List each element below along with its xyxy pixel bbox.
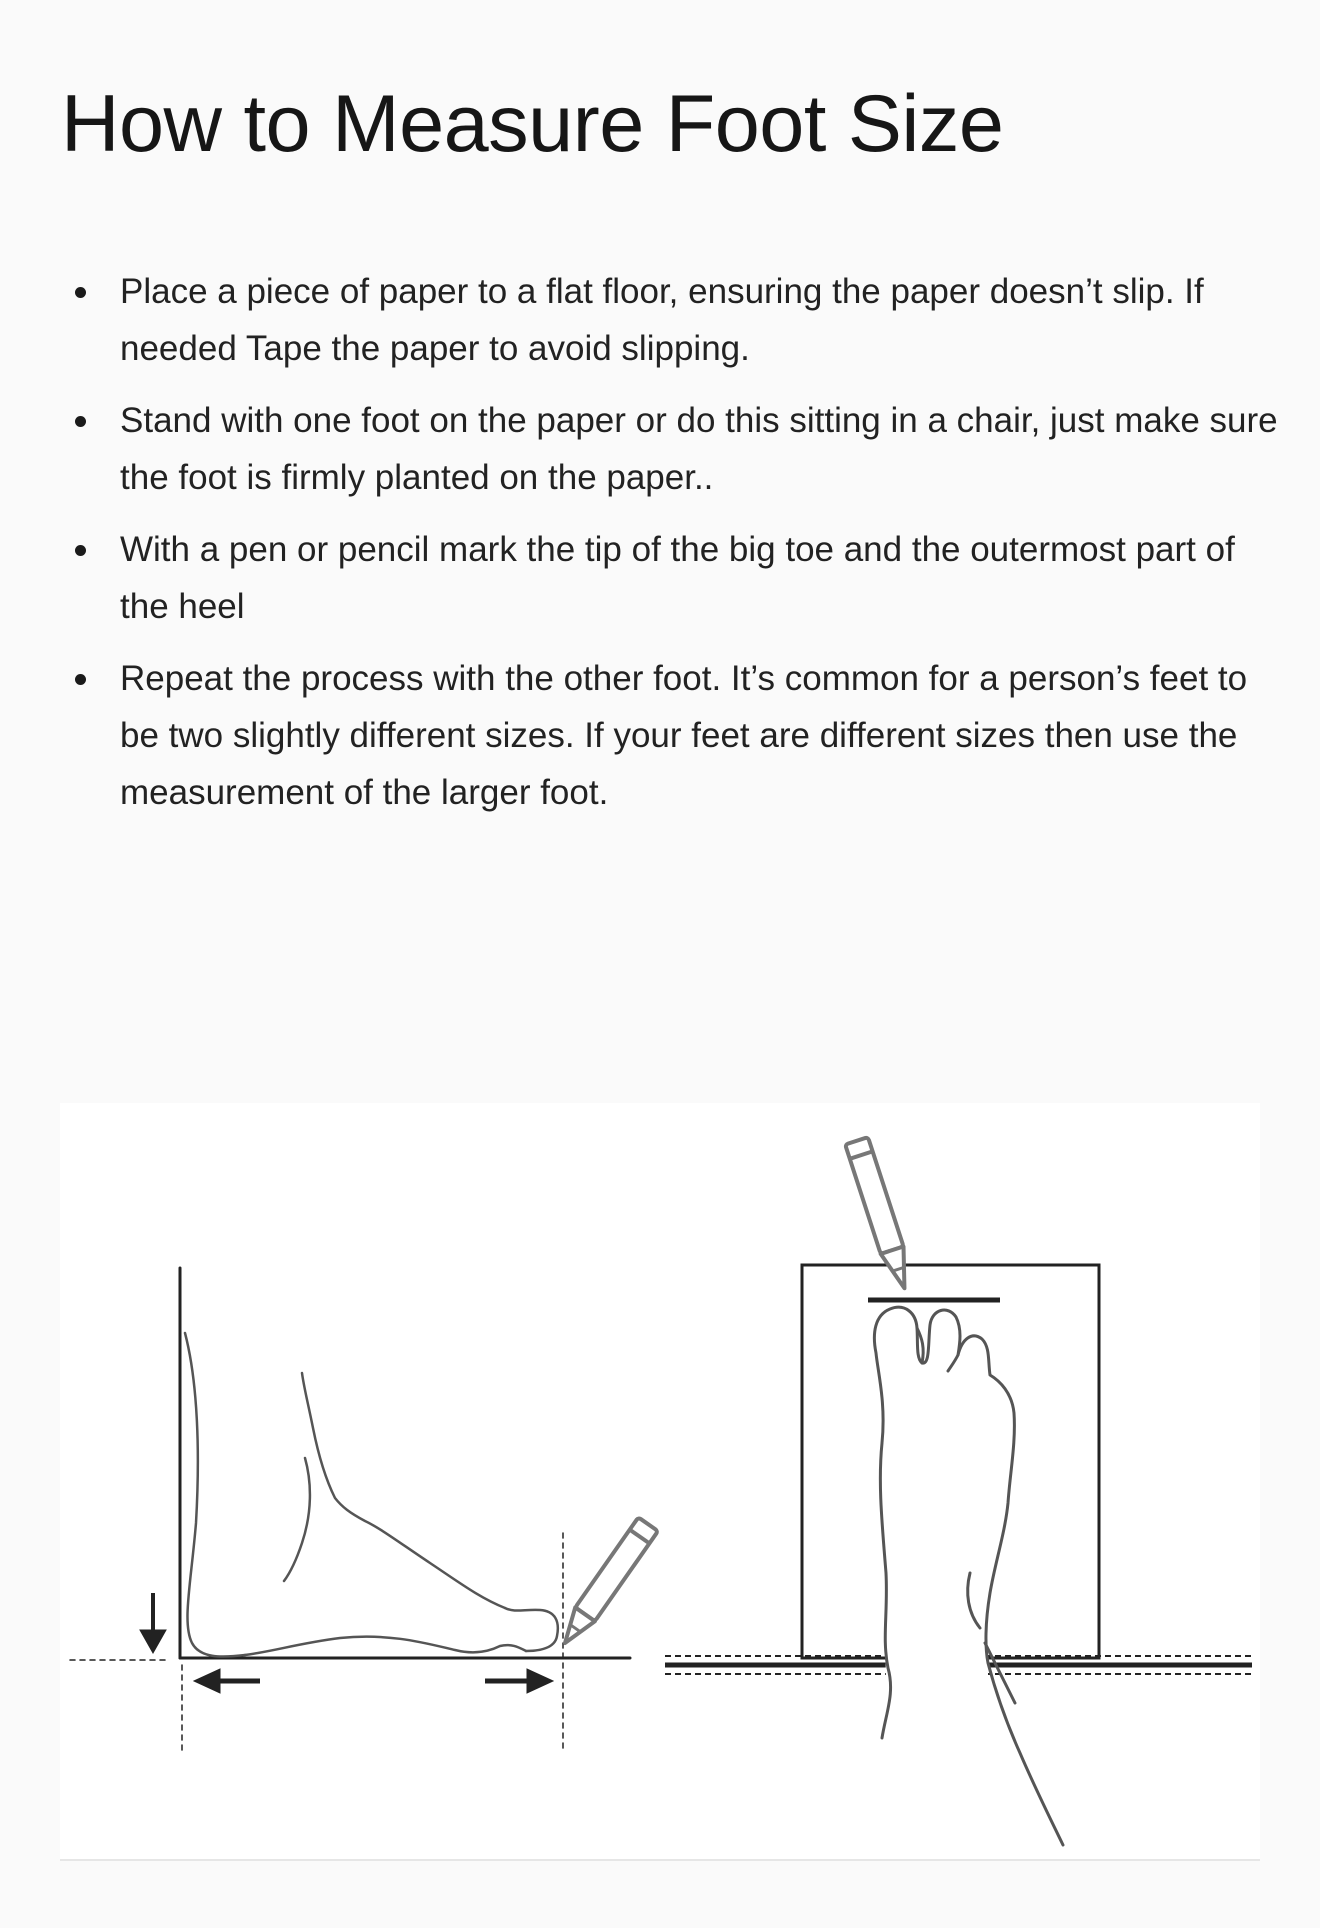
pencil-icon	[845, 1137, 916, 1292]
list-item: Place a piece of paper to a flat floor, ensuring the paper doesn’t slip. If needed Tape the paper to avoid slipping.	[120, 263, 1280, 377]
page-title: How to Measure Foot Size	[61, 79, 1004, 169]
list-item: Repeat the process with the other foot. It’s common for a person’s feet to be two slightly different sizes. If your feet are different sizes then use the measurement of the larger foot.	[120, 650, 1280, 821]
list-item: Stand with one foot on the paper or do this sitting in a chair, just make sure the foot is firmly planted on the paper..	[120, 392, 1280, 506]
list-item: With a pen or pencil mark the tip of the big toe and the outermost part of the heel	[120, 521, 1280, 635]
arrow-down-icon	[140, 1593, 166, 1653]
side-view-foot-icon	[185, 1333, 558, 1657]
pencil-icon	[555, 1517, 658, 1650]
instructions-list	[120, 263, 1280, 836]
top-view-foot-icon	[874, 1307, 1063, 1845]
arrow-right-icon	[485, 1669, 553, 1693]
arrow-left-icon	[194, 1669, 260, 1693]
foot-measurement-illustration	[60, 1103, 1260, 1861]
